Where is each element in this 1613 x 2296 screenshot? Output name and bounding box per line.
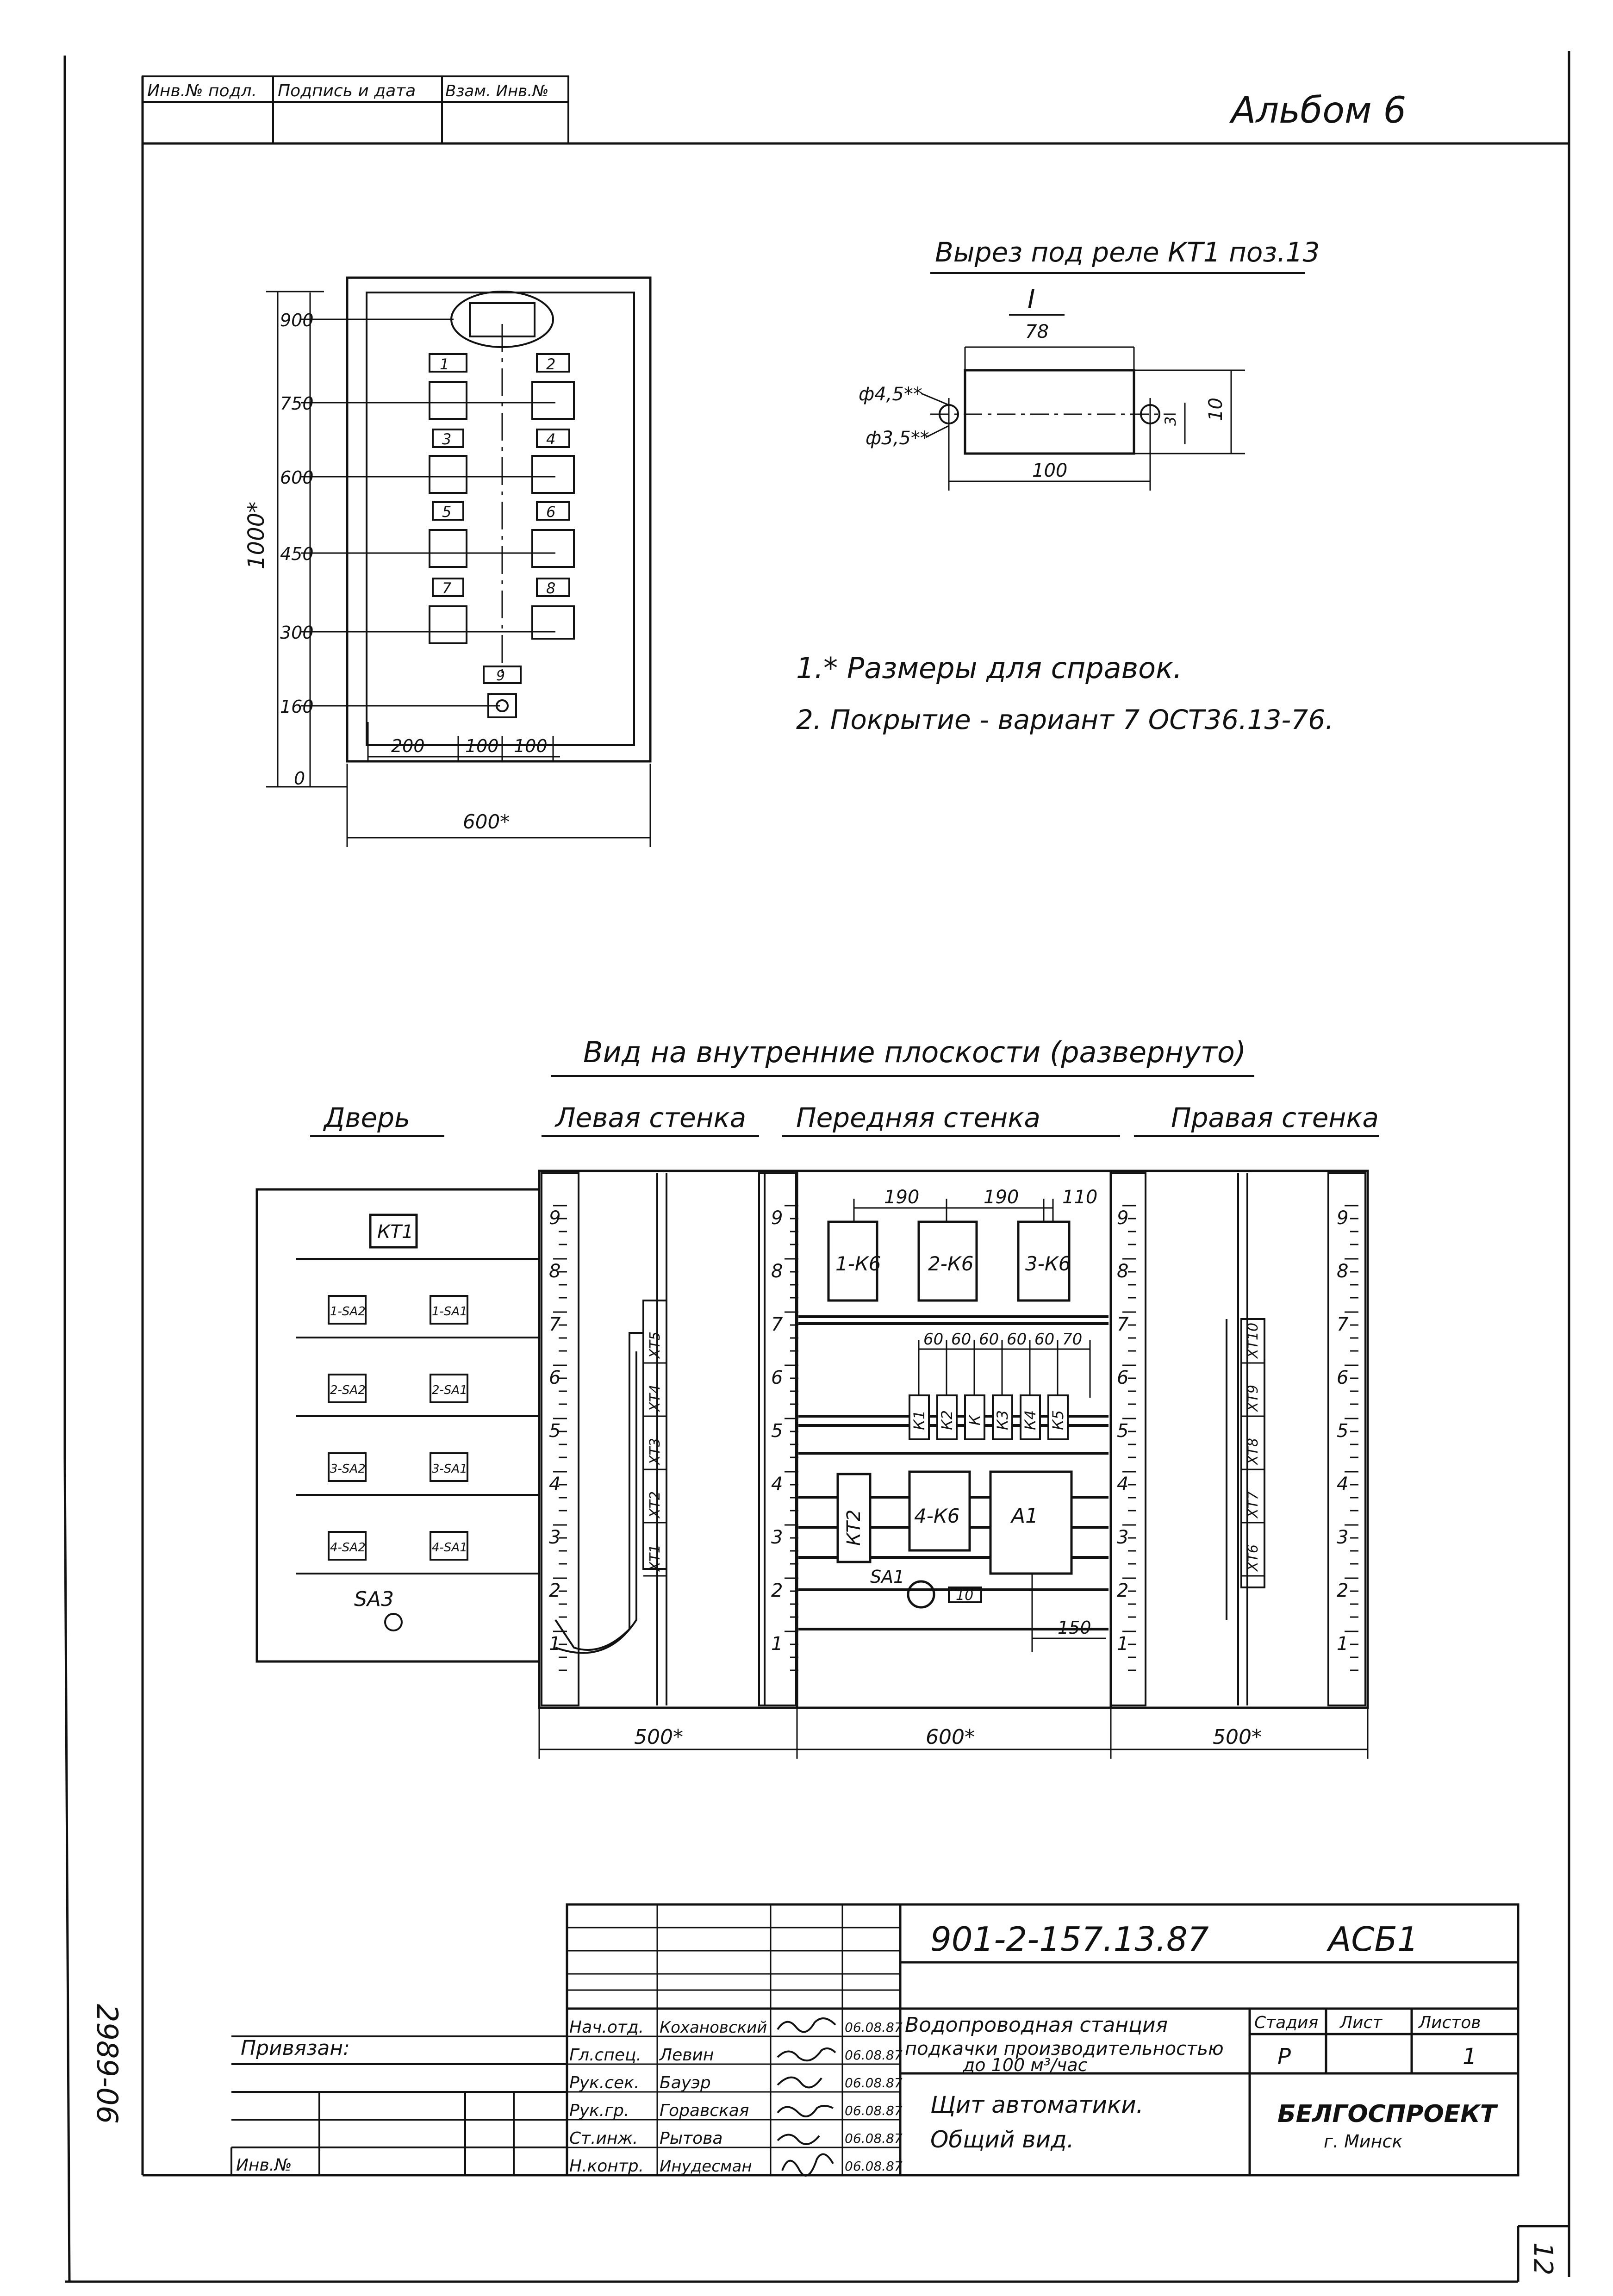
door-2-sa2: 2-SA2 [330, 1383, 366, 1397]
name-5: Рытова [660, 2129, 723, 2148]
ruler-number: 4 [1337, 1474, 1349, 1495]
internal-view-headers [310, 1035, 1379, 1136]
front-dim-300: 300 [280, 622, 314, 643]
dev-num-4: 4 [546, 430, 556, 448]
drawing-line-1: Щит автоматики. [930, 2091, 1144, 2118]
terminal-label: ХТ7 [1245, 1491, 1261, 1518]
front-width-label: 600* [463, 810, 510, 833]
org-name: БЕЛГОСПРОЕКТ [1277, 2100, 1497, 2128]
privyazan-label: Привязан: [241, 2036, 350, 2060]
ruler-number: 2 [1337, 1580, 1349, 1601]
door-sa3: SA3 [354, 1587, 394, 1611]
wall-panels [539, 1171, 1368, 1708]
ruler-number: 4 [1117, 1474, 1129, 1495]
stamp-vzam-inv: Взам. Инв.№ [445, 82, 549, 100]
ruler-number: 7 [1117, 1314, 1129, 1335]
relay-k5: К5 [1049, 1410, 1067, 1430]
front-bottom-dim-100b: 100 [514, 736, 548, 756]
ruler-number: 7 [771, 1314, 783, 1335]
relay-k2: К2 [938, 1410, 956, 1430]
front-sa1: SA1 [870, 1567, 905, 1587]
header-door: Дверь [324, 1102, 411, 1133]
name-3: Бауэр [660, 2073, 711, 2092]
ruler-number: 8 [1337, 1261, 1349, 1282]
front-dim-190b: 190 [984, 1187, 1019, 1208]
date-1: 06.08.87 [845, 2020, 903, 2035]
inv-no-label: Инв.№ [236, 2156, 292, 2175]
name-1: Кохановский [660, 2018, 767, 2037]
ruler-number: 2 [549, 1580, 561, 1601]
ruler-number: 3 [771, 1527, 783, 1548]
wall-dim-front: 600* [926, 1725, 975, 1749]
name-6: Инудесман [660, 2157, 752, 2176]
stamp-podpis-data: Подпись и дата [278, 81, 416, 100]
mid-dim-2: 60 [951, 1330, 972, 1349]
stamp-inv-podl: Инв.№ подл. [147, 81, 257, 100]
terminal-label: ХТ4 [647, 1385, 663, 1412]
door-4-sa2: 4-SA2 [330, 1541, 366, 1555]
relay-k1: К1 [910, 1410, 928, 1430]
cutout-detail [859, 236, 1320, 491]
stadia-header: Стадия [1254, 2013, 1319, 2032]
relay-k4: К4 [1021, 1410, 1039, 1430]
role-1: Нач.отд. [569, 2018, 644, 2037]
terminal-label: ХТ5 [647, 1332, 663, 1358]
signature-marks [778, 2018, 835, 2176]
ruler-number: 9 [549, 1207, 561, 1229]
role-5: Ст.инж. [569, 2129, 638, 2148]
ruler-number: 5 [549, 1420, 561, 1442]
internal-view-title: Вид на внутренние плоскости (развернуто) [583, 1035, 1246, 1069]
mid-dim-6: 70 [1062, 1330, 1083, 1349]
dev-num-2: 2 [546, 355, 556, 373]
terminal-label: ХТ8 [1245, 1438, 1261, 1465]
front-k4: 4-К6 [914, 1505, 960, 1527]
front-dim-110: 110 [1062, 1187, 1098, 1208]
list-header: Лист [1340, 2013, 1383, 2032]
cutout-section-mark: I [1028, 284, 1035, 314]
ruler-number: 9 [771, 1207, 783, 1229]
front-dim-450: 450 [280, 544, 314, 564]
dev-num-3: 3 [442, 430, 452, 448]
ruler-number: 3 [549, 1527, 561, 1548]
project-line-1: Водопроводная станция [905, 2013, 1168, 2037]
mid-dim-5: 60 [1034, 1330, 1055, 1349]
front-box-10: 10 [956, 1587, 974, 1604]
date-2: 06.08.87 [845, 2047, 903, 2063]
front-bottom-dim-100a: 100 [465, 736, 499, 756]
ruler-number: 6 [1337, 1367, 1349, 1388]
front-k1: 1-К6 [835, 1252, 881, 1275]
front-a1: А1 [1011, 1504, 1039, 1528]
front-k3: 3-К6 [1025, 1252, 1071, 1275]
ruler-number: 2 [1117, 1580, 1129, 1601]
cutout-title: Вырез под реле КТ1 поз.13 [935, 236, 1320, 268]
date-3: 06.08.87 [845, 2075, 903, 2091]
ruler-number: 8 [549, 1261, 561, 1282]
door-1-sa2: 1-SA2 [330, 1305, 366, 1319]
title-block [231, 1904, 1518, 2176]
door-3-sa1: 3-SA1 [432, 1462, 467, 1476]
set-code: АСБ1 [1328, 1920, 1419, 1959]
door-1-sa1: 1-SA1 [432, 1305, 467, 1319]
org-city: г. Минск [1324, 2131, 1403, 2152]
door-panel [257, 1189, 539, 1661]
side-code: 2989-06 [90, 2004, 124, 2124]
ruler-number: 3 [1117, 1527, 1129, 1548]
front-view [243, 278, 650, 847]
ruler-number: 4 [549, 1474, 561, 1495]
ruler-number: 8 [771, 1261, 783, 1282]
dev-num-6: 6 [546, 503, 556, 521]
ruler-number: 1 [1337, 1633, 1349, 1655]
relay-k3: К3 [994, 1410, 1011, 1430]
sheet-number: 12 [1528, 2242, 1558, 2276]
note-2: 2. Покрытие - вариант 7 ОСТ36.13-76. [796, 704, 1334, 735]
cutout-dim-78: 78 [1025, 321, 1049, 342]
ruler-number: 1 [771, 1633, 783, 1655]
wall-bottom-dims [539, 1708, 1368, 1759]
project-line-3: до 100 м³/час [963, 2055, 1088, 2075]
date-5: 06.08.87 [845, 2131, 903, 2146]
listov-header: Листов [1419, 2013, 1481, 2032]
wall-dim-left: 500* [634, 1725, 683, 1749]
name-2: Левин [660, 2046, 714, 2065]
mid-dim-3: 60 [979, 1330, 999, 1349]
ruler-number: 1 [549, 1633, 561, 1655]
ruler-number: 7 [549, 1314, 561, 1335]
header-left-wall: Левая стенка [555, 1102, 747, 1133]
terminal-label: ХТ3 [647, 1438, 663, 1465]
ruler-number: 5 [771, 1420, 783, 1442]
wall-dim-right: 500* [1213, 1725, 1262, 1749]
terminal-label: ХТ6 [1245, 1544, 1261, 1571]
drawing-line-2: Общий вид. [930, 2126, 1074, 2153]
door-3-sa2: 3-SA2 [330, 1462, 366, 1476]
door-2-sa1: 2-SA1 [432, 1383, 467, 1397]
dev-num-8: 8 [546, 579, 556, 597]
front-dim-160: 160 [280, 697, 314, 717]
terminal-label: ХТ1 [647, 1544, 663, 1571]
ruler-number: 4 [771, 1474, 783, 1495]
dev-num-1: 1 [440, 355, 449, 373]
front-dim-750: 750 [280, 393, 314, 414]
ruler-number: 5 [1117, 1420, 1129, 1442]
ruler-number: 5 [1337, 1420, 1349, 1442]
note-1: 1.* Размеры для справок. [796, 651, 1183, 685]
terminal-label: ХТ9 [1245, 1385, 1261, 1412]
front-height-label: 1000* [243, 501, 269, 569]
header-right-wall: Правая стенка [1171, 1102, 1379, 1133]
ruler-number: 8 [1117, 1261, 1129, 1282]
terminal-label: ХТ10 [1245, 1322, 1261, 1358]
front-dim-0: 0 [294, 768, 305, 789]
cutout-hole-1: ф4,5** [859, 384, 922, 405]
front-bottom-dim-200: 200 [391, 736, 425, 756]
mid-dim-4: 60 [1007, 1330, 1027, 1349]
front-dim-900: 900 [280, 310, 314, 330]
relay-k: К [966, 1415, 984, 1425]
role-2: Гл.спец. [569, 2046, 641, 2065]
ruler-number: 6 [549, 1367, 561, 1388]
cutout-dim-100: 100 [1032, 460, 1068, 481]
ruler-number: 3 [1337, 1527, 1349, 1548]
album-label: Альбом 6 [1231, 90, 1407, 131]
mid-dim-1: 60 [923, 1330, 944, 1349]
header-front-wall: Передняя стенка [796, 1102, 1040, 1133]
cutout-dim-3: 3 [1162, 416, 1179, 426]
cutout-hole-2: ф3,5** [866, 428, 929, 449]
ruler-number: 2 [771, 1580, 783, 1601]
doc-code: 901-2-157.13.87 [930, 1920, 1209, 1959]
role-3: Рук.сек. [569, 2073, 640, 2092]
ruler-number: 7 [1337, 1314, 1349, 1335]
ruler-number: 6 [771, 1367, 783, 1388]
date-4: 06.08.87 [845, 2103, 903, 2118]
listov-value: 1 [1463, 2044, 1477, 2070]
ruler-number: 1 [1117, 1633, 1129, 1655]
door-kt1: КТ1 [377, 1221, 414, 1243]
role-4: Рук.гр. [569, 2101, 629, 2120]
front-dim-150: 150 [1058, 1618, 1091, 1638]
date-6: 06.08.87 [845, 2159, 903, 2174]
ruler-number: 9 [1337, 1207, 1349, 1229]
project-line-2: подкачки производительностью [905, 2038, 1224, 2060]
ruler-number: 6 [1117, 1367, 1129, 1388]
terminal-label: ХТ2 [647, 1491, 663, 1518]
dev-num-9: 9 [496, 668, 505, 684]
dev-num-7: 7 [442, 579, 452, 597]
stadia-value: Р [1277, 2044, 1291, 2070]
name-4: Горавская [660, 2101, 749, 2120]
cutout-dim-10: 10 [1205, 398, 1227, 421]
front-dim-190a: 190 [884, 1187, 920, 1208]
door-4-sa1: 4-SA1 [432, 1541, 467, 1555]
role-6: Н.контр. [569, 2157, 644, 2176]
ruler-number: 9 [1117, 1207, 1129, 1229]
front-dim-600: 600 [280, 467, 314, 488]
front-k2: 2-К6 [928, 1252, 974, 1275]
stamp-top [143, 76, 568, 143]
dev-num-5: 5 [442, 503, 452, 521]
front-kt2: КТ2 [843, 1509, 865, 1546]
